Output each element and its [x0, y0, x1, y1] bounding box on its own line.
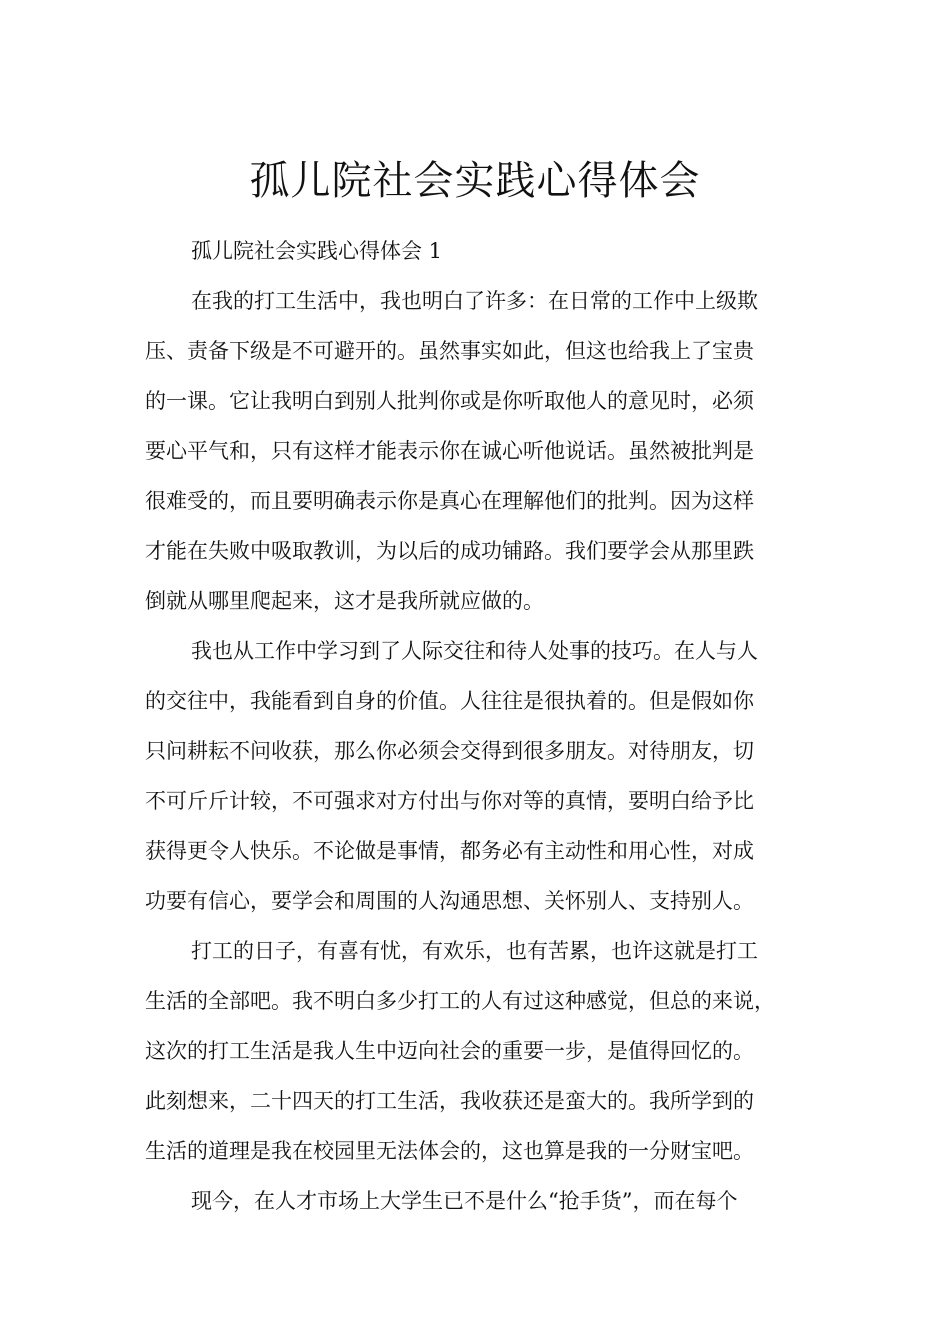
document-title: 孤儿院社会实践心得体会 — [249, 157, 701, 204]
body-line-19: 现今，在人才市场上大学生已不是什么“抢手货”，而在每个 — [191, 1189, 738, 1213]
body-line-11: 不可斤斤计较，不可强求对方付出与你对等的真情，要明白给予比 — [145, 789, 754, 813]
body-line-2: 压、责备下级是不可避开的。虽然事实如此，但这也给我上了宝贵 — [145, 339, 754, 363]
body-line-14: 打工的日子，有喜有忧，有欢乐，也有苦累，也许这就是打工 — [191, 939, 758, 963]
body-line-16: 这次的打工生活是我人生中迈向社会的重要一步，是值得回忆的。 — [145, 1039, 754, 1063]
body-line-9: 的交往中，我能看到自身的价值。人往往是很执着的。但是假如你 — [145, 689, 754, 713]
body-line-5: 很难受的，而且要明确表示你是真心在理解他们的批判。因为这样 — [145, 489, 754, 513]
body-line-6: 才能在失败中吸取教训，为以后的成功铺路。我们要学会从那里跌 — [145, 539, 754, 563]
body-line-10: 只问耕耘不问收获，那么你必须会交得到很多朋友。对待朋友，切 — [145, 739, 754, 763]
body-line-17: 此刻想来，二十四天的打工生活，我收获还是蛮大的。我所学到的 — [145, 1089, 754, 1113]
body-line-8: 我也从工作中学习到了人际交往和待人处事的技巧。在人与人 — [191, 639, 758, 663]
body-line-15: 生活的全部吧。我不明白多少打工的人有过这种感觉，但总的来说， — [145, 989, 775, 1013]
body-line-7: 倒就从哪里爬起来，这才是我所就应做的。 — [145, 589, 544, 613]
body-line-13: 功要有信心，要学会和周围的人沟通思想、关怀别人、支持别人。 — [145, 889, 754, 913]
body-line-3: 的一课。它让我明白到别人批判你或是你听取他人的意见时，必须 — [145, 389, 754, 413]
body-line-1: 在我的打工生活中，我也明白了许多：在日常的工作中上级欺 — [191, 289, 758, 313]
section-heading: 孤儿院社会实践心得体会 1 — [191, 239, 443, 263]
body-line-18: 生活的道理是我在校园里无法体会的，这也算是我的一分财宝吧。 — [145, 1139, 754, 1163]
document-body — [145, 226, 805, 1226]
body-line-4: 要心平气和，只有这样才能表示你在诚心听他说话。虽然被批判是 — [145, 439, 754, 463]
body-line-12: 获得更令人快乐。不论做是事情，都务必有主动性和用心性，对成 — [145, 839, 754, 863]
